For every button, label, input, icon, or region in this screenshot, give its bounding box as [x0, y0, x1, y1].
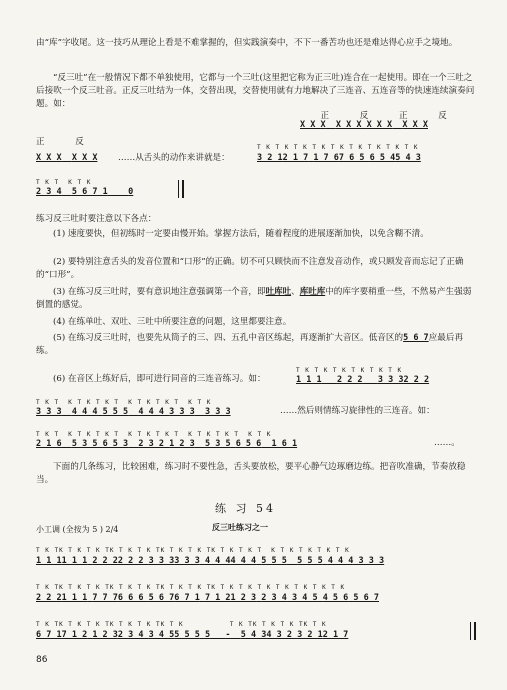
tongue-notes-2: 2 3 4 5 6 7 1 0	[36, 187, 134, 197]
paragraph-1: 由“库”字收尾。这一技巧从理论上看是不难掌握的，但实践演奏中，不下一番苦功也还是难达得心应手之境地。	[36, 38, 458, 48]
tk-row-1: T K T K T K T K T K T K T K T K T K	[257, 144, 419, 151]
paragraph-3-tail: ……从舌头的动作来讲就是：	[118, 153, 230, 163]
point-1: (1) 速度要快，但初练时一定要由慢开始。掌握方法后，随着程度的进展逐渐加快，以免含糊不清。	[53, 229, 429, 239]
page-number: 86	[36, 655, 48, 665]
exercise-heading: 练 习 54	[215, 502, 276, 515]
same-note-triplets-2: 3 3 3 4 4 4 5 5 5 4 4 4 3 3 3 3 3 3	[36, 407, 231, 417]
final-barline	[178, 180, 184, 198]
exercise-row-1: 1 1 11 1 1 2 2 22 2 2 3 3 33 3 3 4 4 44 4 4 5 5 5 5 5 5 4 4 4 3 3 3	[36, 556, 385, 566]
tk-row-5: T K T K T K T K T K T K T K T K T K T K T K T K	[36, 431, 272, 438]
tk-row-8: T K TK T K T K TK T K T K TK T K T K TK T K T K TK T K	[36, 621, 327, 628]
end-barline	[470, 622, 476, 640]
point-3: (3) 在练习反三吐时，要有意识地注意强调第一个音，即吐库吐、库吐库中的库字要稍重一些，不然易产生强弱倒置的感觉。	[36, 287, 472, 310]
example-zheng-fan-1: 正 反 正 反	[320, 111, 447, 121]
example-zheng-fan-2: 正 反	[36, 137, 84, 147]
practice-intro: 练习反三吐时要注意以下各点：	[36, 214, 157, 224]
example-x-notes-1: X X X X X X X X X X X X	[300, 120, 428, 130]
melodic-triplets: 2 1 6 5 3 5 6 5 3 2 3 2 1 2 3 5 3 5 6 5 6 1 6 1	[36, 439, 298, 449]
tk-row-7: T K TK T K T K TK T K T K TK T K T K TK T K T K T K T K T K T K T K	[36, 584, 346, 591]
tk-row-4: T K T K T K T K T K T K T K T K T K	[36, 399, 212, 406]
point-6-tail: ……然后则情练习旋律性的三连音。如：	[280, 406, 435, 416]
paragraph-last: 下面的几条练习，比较困难，练习时不要性急，舌头要放松，要平心静气边琢磨边练。把音吹准确，节奏放稳当。	[36, 462, 466, 485]
exercise-title: 反三吐练习之一	[212, 522, 268, 532]
point-4: (4) 在练单吐、双吐、三吐中所要注意的问题，这里都要注意。	[53, 317, 292, 327]
exercise-row-2: 2 2 21 1 1 7 7 76 6 6 5 6 76 7 1 7 1 21 2 3 2 3 4 3 4 5 4 5 6 5 6 7	[36, 593, 379, 603]
tk-row-6: T K TK T K T K TK T K T K TK T K T K TK T K T K T K T K T K T K T K	[36, 547, 350, 554]
tk-row-2: T K T K T K	[36, 179, 92, 186]
tongue-notes-1: 3 2 12 1 7 1 7 67 6 5 6 5 45 4 3	[257, 153, 421, 163]
exercise-row-3: 6 7 17 1 2 1 2 32 3 4 3 4 55 5 5 5 - 5 4 34 3 2 3 2 12 1 7	[36, 630, 349, 640]
paragraph-2: “反三吐”在一般情况下都不单独使用，它都与一个三吐(这里把它称为正三吐)连合在一起使用。即在一个三吐之后接吹一个反三吐音。正反三吐结为一体，交替出现，交替使用就有力地解决了三连音、五连音等的快速连续演奏问题。如：	[36, 73, 475, 109]
same-note-triplets-1: 1 1 1 2 2 2 3 3 32 2 2	[296, 375, 430, 385]
point-2: (2) 要特别注意舌头的发音位置和“口形”的正确。切不可只顾快而不注意发音动作，或只顾发音而忘记了正确的“口形”。	[36, 257, 464, 280]
example-x-notes-2: X X X X X X	[36, 153, 98, 163]
point-6: (6) 在音区上练好后，即可进行同音的三连音练习。如：	[53, 374, 266, 384]
point-6-end: ……。	[434, 438, 460, 448]
point-5: (5) 在练习反三吐时，也要先从筒子的三、四、五孔中音区练起，再逐渐扩大音区。低音区的5 6 7应最后再练。	[36, 333, 464, 356]
tk-row-3: T K T K T K T K T K T K	[296, 367, 403, 374]
key-signature: 小工调 (全按为 5 ) 2/4	[36, 525, 119, 534]
